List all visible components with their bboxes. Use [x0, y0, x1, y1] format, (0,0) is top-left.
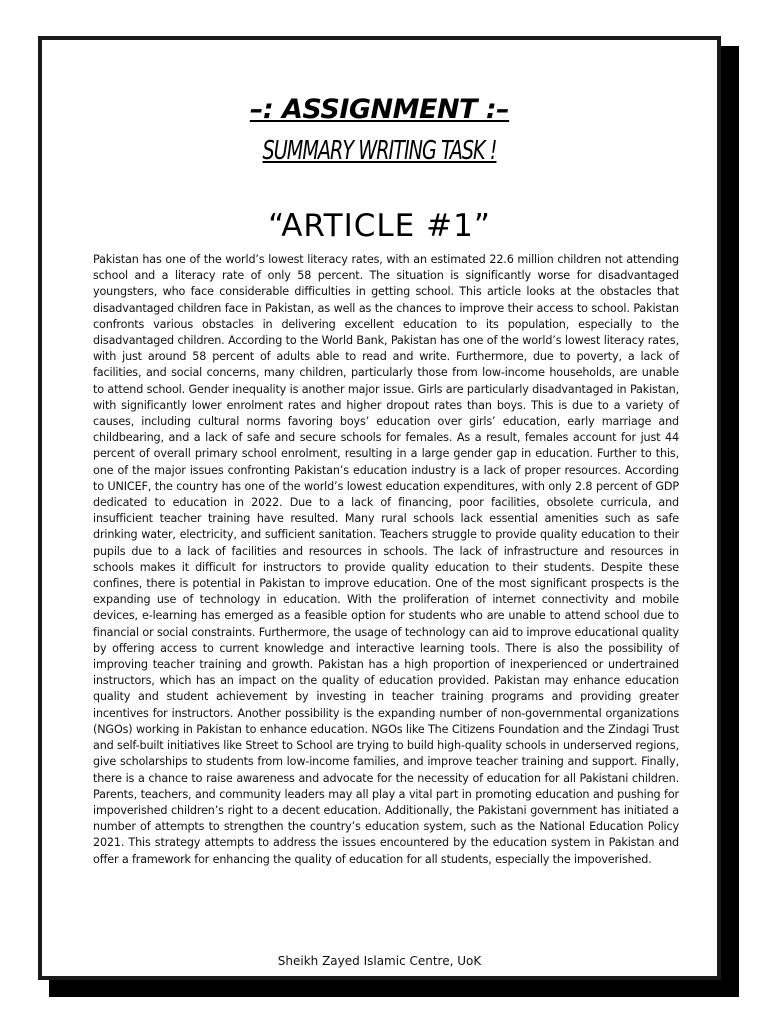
footer-institution: Sheikh Zayed Islamic Centre, UoK: [277, 954, 482, 968]
task-title: SUMMARY WRITING TASK !: [262, 136, 497, 166]
assignment-title: –: ASSIGNMENT :–: [249, 94, 510, 125]
document-page: [38, 36, 721, 980]
article-body: Pakistan has one of the world’s lowest literacy rates, with an estimated 22.6 million children not attending school and a literacy rate of only 58 percent. The situation is significantly worse for disadvantaged youngsters, who face considerable difficulties in getting school. This article looks at the obstacles that disadvantaged children face in Pakistan, as well as the chances to improve their access to school. Pakistan confronts various obstacles in delivering excellent education to its population, especially to the disadvantaged children. According to the World Bank, Pakistan has one of the world’s lowest literacy rates, with just around 58 percent of adults able to read and write. Furthermore, due to poverty, a lack of facilities, and social concerns, many children, particularly those from low-income households, are unable to attend school. Gender inequality is another major issue. Girls are particularly disadvantaged in Pakistan, with significantly lower enrolment rates and higher dropout rates than boys. This is due to a variety of causes, including cultural norms favoring boys’ education over girls’ education, early marriage and childbearing, and a lack of safe and secure schools for females. As a result, females account for just 44 percent of overall primary school enrolment, resulting in a large gender gap in education. Further to this, one of the major issues confronting Pakistan’s education industry is a lack of proper resources. According to UNICEF, the country has one of the world’s lowest education expenditures, with only 2.8 percent of GDP dedicated to education in 2022. Due to a lack of financing, poor facilities, obsolete curricula, and insufficient teacher training have resulted. Many rural schools lack essential amenities such as safe drinking water, electricity, and sufficient sanitation. Teachers struggle to provide quality education to their pupils due to a lack of facilities and resources in schools. The lack of infrastructure and resources in schools makes it difficult for instructors to provide quality education to their students. Despite these confines, there is potential in Pakistan to improve education. One of the most significant prospects is the expanding use of technology in education. With the proliferation of internet connectivity and mobile devices, e-learning has emerged as a feasible option for students who are unable to attend school due to financial or social constraints. Furthermore, the usage of technology can aid to improve educational quality by offering access to current knowledge and interactive learning tools. There is also the possibility of improving teacher training and growth. Pakistan has a high proportion of inexperienced or undertrained instructors, which has an impact on the quality of education provided. Pakistan may enhance education quality and student achievement by investing in teacher training programs and providing greater incentives for instructors. Another possibility is the expanding number of non-governmental organizations (NGOs) working in Pakistan to enhance education. NGOs like The Citizens Foundation and the Zindagi Trust and self-built initiatives like Street to School are trying to build high-quality schools in underserved regions, give scholarships to students from low-income families, and improve teacher training and support. Finally, there is a chance to raise awareness and advocate for the necessity of education for all Pakistani children. Parents, teachers, and community leaders may all play a vital part in promoting education and pushing for impoverished children’s right to a decent education. Additionally, the Pakistani government has initiated a number of attempts to strengthen the country’s education system, such as the National Education Policy 2021. This strategy attempts to address the issues encountered by the education system in Pakistan and offer a framework for enhancing the quality of education for all students, especially the impoverished.: [93, 253, 679, 866]
article-title: “ARTICLE #1”: [268, 208, 491, 244]
